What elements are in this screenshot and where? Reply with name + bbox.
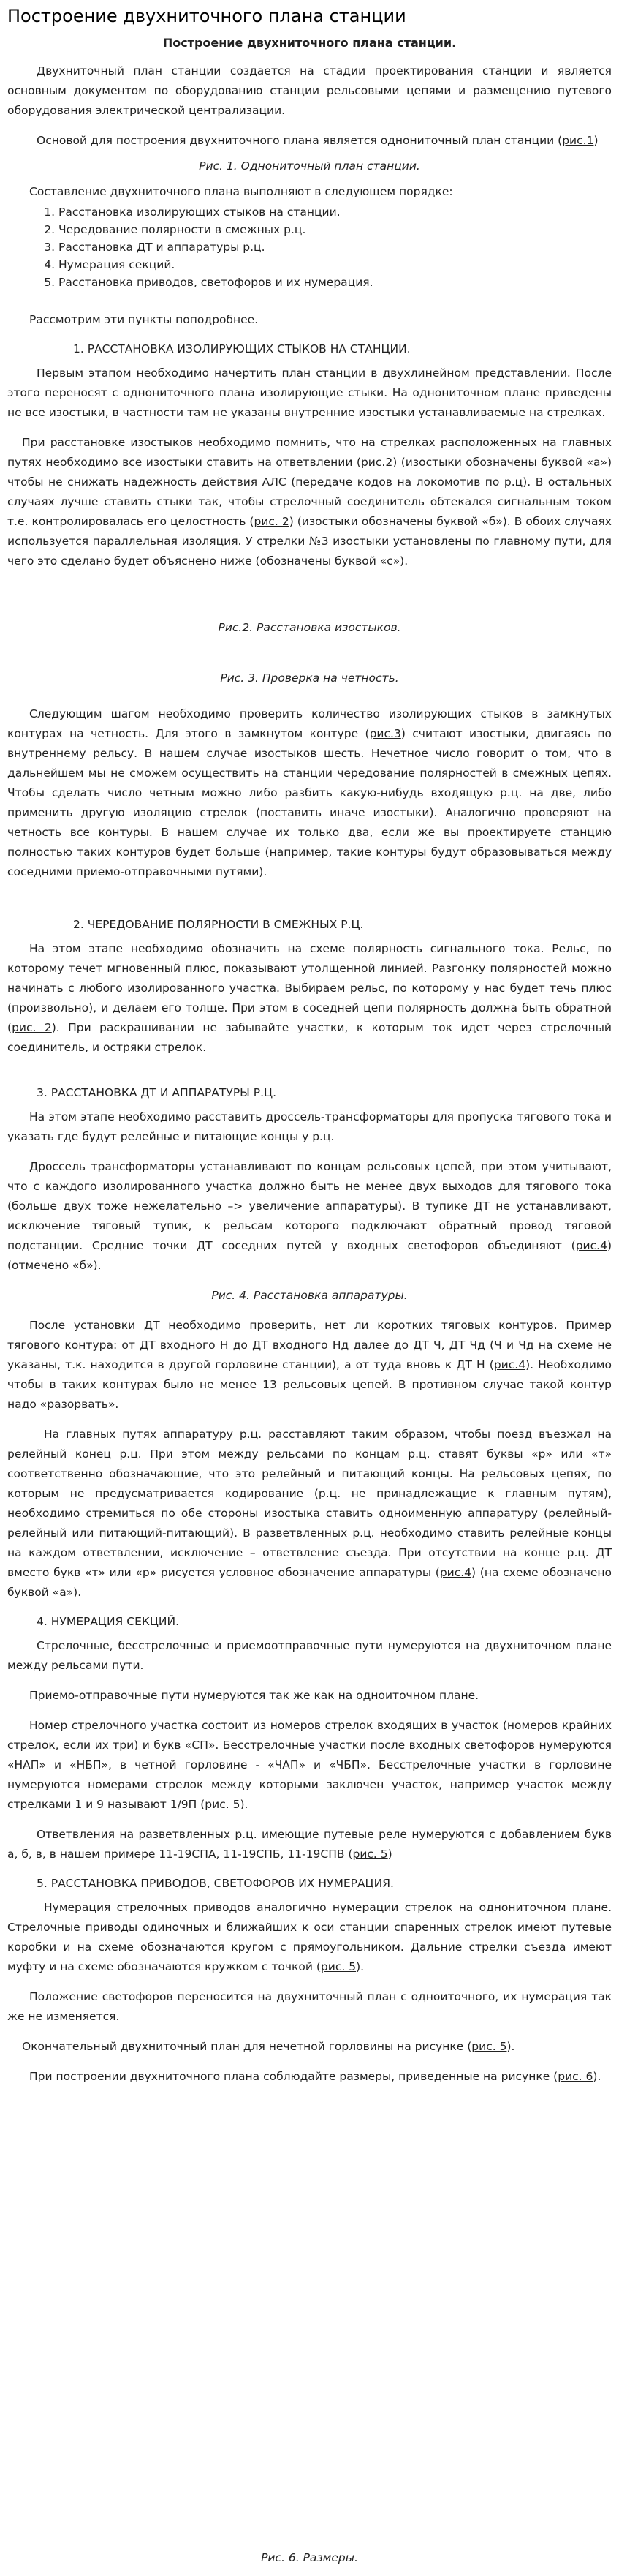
figure-1-caption: Рис. 1. Однониточный план станции. bbox=[199, 159, 420, 173]
figure-5-link[interactable]: рис. 5 bbox=[352, 1848, 388, 1861]
intro-paragraph-2: Основой для построения двухниточного плана является однониточный план станции (рис.1) bbox=[37, 134, 599, 147]
section-2-heading: 2. ЧЕРЕДОВАНИЕ ПОЛЯРНОСТИ В СМЕЖНЫХ Р.Ц. bbox=[73, 918, 364, 931]
step-item: 3. Расстановка ДТ и аппаратуры р.ц. bbox=[58, 238, 612, 256]
figure-3-link[interactable]: рис.3 bbox=[369, 727, 401, 740]
figure-2-link[interactable]: рис.2 bbox=[360, 456, 393, 469]
section-5-paragraph-2: Положение светофоров переносится на двухниточный план с одноиточного, их нумерация так же не изменяется. bbox=[7, 1990, 612, 2023]
steps-list bbox=[7, 203, 612, 291]
document-heading: Построение двухниточного плана станции. bbox=[162, 36, 457, 50]
figure-5-link[interactable]: рис. 5 bbox=[205, 1798, 240, 1811]
section-3-paragraph-4: На главных путях аппаратуру р.ц. расставляют таким образом, чтобы поезд въезжал на релейный конец р.ц. При этом между рельсами по концам р.ц. ставят буквы «р» или «т» соответственно обозначающие, что это релейный и питающий концы. На рельсовых цепях, по которым не предусматривается кодирование (р.ц. не принадлежащие к главным путям), необходимо стремиться по обе стороны изостыка ставить одноименную аппаратуру (релейный-релейный или питающий-питающий). В разветвленных р.ц. необходимо ставить релейные концы на каждом ответвлении, исключение – ответвление съезда. При отсутствии на конце р.ц. ДТ вместо букв «т» или «р» рисуется условное обозначение аппаратуры (рис.4) (на схеме обозначено буквой «а»). bbox=[7, 1428, 612, 1599]
intro-paragraph-1: Двухниточный план станции создается на стадии проектирования станции и является основным документом по оборудованию станции рельсовыми цепями и размещению путевого оборудования электрической централизации. bbox=[7, 64, 612, 117]
figure-4-caption: Рис. 4. Расстановка аппаратуры. bbox=[211, 1289, 408, 1302]
section-5-heading: 5. РАССТАНОВКА ПРИВОДОВ, СВЕТОФОРОВ ИХ НУМЕРАЦИЯ. bbox=[37, 1877, 394, 1890]
section-1-paragraph-3: Следующим шагом необходимо проверить количество изолирующих стыков в замкнутых контурах на четность. Для этого в замкнутом контуре (рис.3) считают изостыки, двигаясь по внутреннему рельсу. В нашем случае изостыков шесть. Нечетное число говорит о том, что в дальнейшем мы не сможем осуществить на станции чередование полярностей в смежных цепях. Чтобы сделать число четным можно либо разбить какую-нибудь входящую р.ц. на две, либо применить другую изоляцию стрелок (поставить иначе изостыки). Аналогично проверяют на четность все контуры. В нашем случае их только два, если же вы проектируете станцию полностью таких контуров будет больше (например, такие контуры будут образовываться между соседними приемо-отправочными путями). bbox=[7, 707, 612, 878]
section-4-paragraph-4: Ответвления на разветвленных р.ц. имеющие путевые реле нумеруются с добавлением букв а, б, в, в нашем примере 11-19СПА, 11-19СПБ, 11-19СПВ (рис. 5) bbox=[7, 1828, 612, 1861]
section-5-paragraph-4: При построении двухниточного плана соблюдайте размеры, приведенные на рисунке (рис. 6). bbox=[29, 2070, 601, 2083]
figure-6-caption: Рис. 6. Размеры. bbox=[261, 2551, 358, 2564]
step-item: 2. Чередование полярности в смежных р.ц. bbox=[58, 221, 612, 238]
figure-5-link[interactable]: рис. 5 bbox=[320, 1960, 357, 1973]
section-2-paragraph-1: На этом этапе необходимо обозначить на схеме полярность сигнального тока. Рельс, по которому течет мгновенный плюс, показывают утолщенной линией. Разгонку полярностей можно начинать с любого изолированного участка. Выбираем рельс, по которому у нас будет течь плюс (произвольно), и делаем его толще. При этом в соседней цепи полярность должна быть обратной (рис. 2). При раскрашивании не забывайте участки, к которым ток идет через стрелочный соединитель, и остряки стрелок. bbox=[7, 942, 612, 1054]
figure-6-link[interactable]: рис. 6 bbox=[558, 2070, 593, 2083]
section-1-heading: 1. РАССТАНОВКА ИЗОЛИРУЮЩИХ СТЫКОВ НА СТАНЦИИ. bbox=[73, 342, 411, 355]
section-4-paragraph-1: Стрелочные, бесстрелочные и приемоотправочные пути нумеруются на двухниточном плане между рельсами пути. bbox=[7, 1639, 612, 1672]
figure-2-caption: Рис.2. Расстановка изостыков. bbox=[218, 621, 401, 634]
figure-4-link[interactable]: рис.4 bbox=[575, 1239, 607, 1252]
section-4-paragraph-3: Номер стрелочного участка состоит из номеров стрелок входящих в участок (номеров крайних стрелок, если их три) и букв «СП». Бесстрелочные участки после входных светофоров нумеруются «НАП» и «НБП», в четной горловине - «ЧАП» и «ЧБП». Бесстрелочные участки в горловине нумеруются номерами стрелок между которыми заключен участок, например участок между стрелками 1 и 9 называют 1/9П (рис. 5). bbox=[7, 1719, 612, 1811]
section-5-paragraph-3: Окончательный двухниточный план для нечетной горловины на рисунке (рис. 5). bbox=[22, 2040, 515, 2053]
section-4-paragraph-2: Приемо-отправочные пути нумеруются так же как на одноиточном плане. bbox=[29, 1689, 479, 1702]
order-intro: Составление двухниточного плана выполняют в следующем порядке: bbox=[29, 185, 453, 198]
section-4-heading: 4. НУМЕРАЦИЯ СЕКЦИЙ. bbox=[37, 1615, 180, 1628]
section-3-paragraph-3: После установки ДТ необходимо проверить, нет ли коротких тяговых контуров. Пример тягового контура: от ДТ входного Н до ДТ входного Нд далее до ДТ Ч, ДТ Чд (Ч и Чд на схеме не указаны, т.к. находится в другой горловине станции), а от туда вновь к ДТ Н (рис.4). Необходимо чтобы в таких контурах было не менее 13 рельсовых цепей. В противном случае такой контур надо «разорвать». bbox=[7, 1319, 612, 1411]
section-3-paragraph-2: Дроссель трансформаторы устанавливают по концам рельсовых цепей, при этом учитывают, что с каждого изолированного участка должно быть не менее двух выходов для тягового тока (больше двух тоже нежелательно –> увеличение аппаратуры). В тупике ДТ не устанавливают, исключение тяговый тупик, к рельсам которого подключают обратный провод тяговой подстанции. Средние точки ДТ соседних путей у входных светофоров объединяют (рис.4) (отмечено «б»). bbox=[7, 1160, 612, 1272]
figure-5-link[interactable]: рис. 5 bbox=[471, 2040, 507, 2053]
section-3-heading: 3. РАССТАНОВКА ДТ И АППАРАТУРЫ Р.Ц. bbox=[37, 1086, 276, 1099]
step-item: 4. Нумерация секций. bbox=[58, 256, 612, 274]
figure-2-link[interactable]: рис. 2 bbox=[254, 515, 289, 528]
figure-4-link[interactable]: рис.4 bbox=[493, 1358, 526, 1371]
consider-paragraph: Рассмотрим эти пункты поподробнее. bbox=[29, 313, 259, 326]
section-5-paragraph-1: Нумерация стрелочных приводов аналогично нумерации стрелок на однониточном плане. Стрелочные приводы одиночных и ближайших к оси станции спаренных стрелок имеют путевые коробки и на схеме обозначаются кругом с прямоугольником. Дальние стрелки съезда имеют муфту и на схеме обозначаются кружком с точкой (рис. 5). bbox=[7, 1901, 612, 1973]
figure-2-link[interactable]: рис. 2 bbox=[12, 1021, 52, 1034]
figure-4-link[interactable]: рис.4 bbox=[439, 1566, 472, 1579]
document bbox=[0, 6, 619, 2087]
section-1-paragraph-2: При расстановке изостыков необходимо помнить, что на стрелках расположенных на главных путях необходимо все изостыки ставить на ответвлении (рис.2) (изостыки обозначены буквой «а») чтобы не снижать надежность действия АЛС (передаче кодов на локомотив по р.ц). В остальных случаях лучше ставить стыки так, чтобы стрелочный соединитель обтекался сигнальным током т.е. контролировалась его целостность (рис. 2) (изостыки обозначены буквой «б»). В обоих случаях используется параллельная изоляция. У стрелки №3 изостыки установлены по главному пути, для чего это сделано будет объяснено ниже (обозначены буквой «с»). bbox=[7, 436, 612, 568]
step-item: 5. Расстановка приводов, светофоров и их нумерация. bbox=[58, 274, 612, 291]
figure-1-link[interactable]: рис.1 bbox=[562, 134, 594, 147]
page-title: Построение двухниточного плана станции bbox=[7, 6, 612, 31]
figure-3-caption: Рис. 3. Проверка на четность. bbox=[220, 671, 399, 685]
step-item: 1. Расстановка изолирующих стыков на станции. bbox=[58, 203, 612, 221]
section-1-paragraph-1: Первым этапом необходимо начертить план станции в двухлинейном представлении. После этого переносят с однониточного плана изолирующие стыки. На однониточном плане приведены не все изостыки, в частности там не указаны внутренние изостыки устанавливаемые на стрелках. bbox=[7, 366, 612, 419]
section-3-paragraph-1: На этом этапе необходимо расставить дроссель-трансформаторы для пропуска тягового тока и указать где будут релейные и питающие концы у р.ц. bbox=[7, 1110, 612, 1143]
